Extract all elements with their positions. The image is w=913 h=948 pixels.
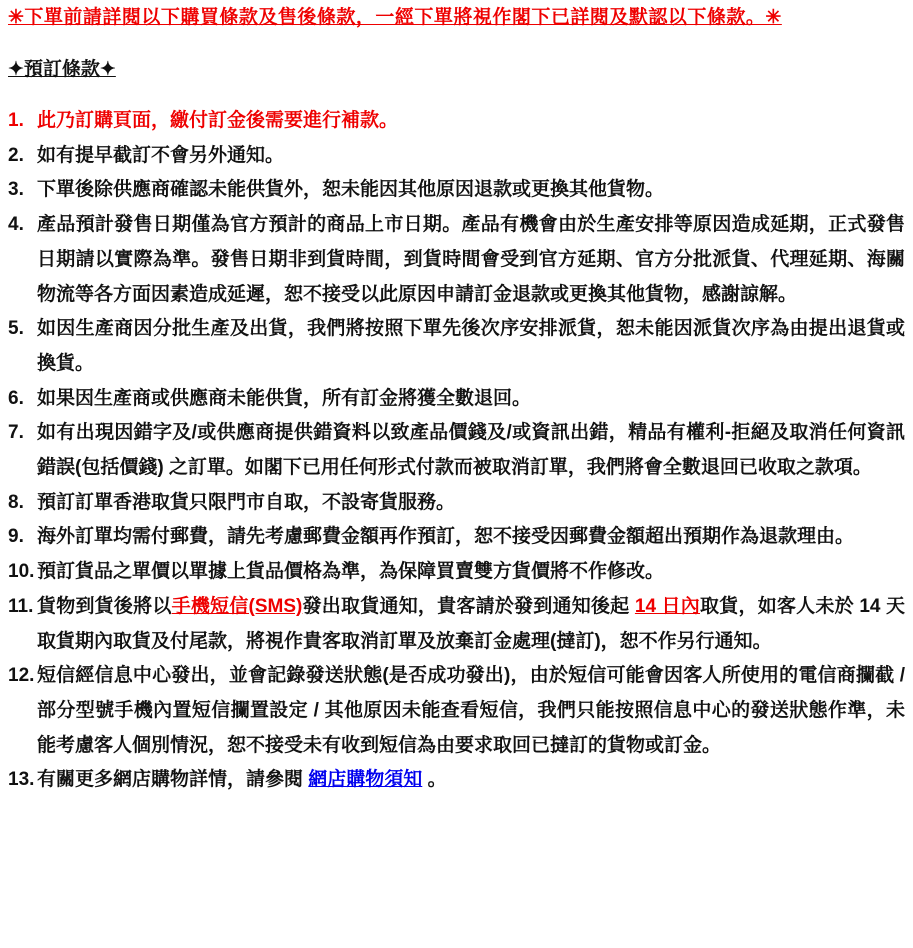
term-segment: 貨物到貨後將以: [37, 595, 172, 617]
term-item: [8, 382, 905, 417]
term-text: [37, 139, 905, 174]
term-number: 8.: [8, 491, 24, 513]
term-text: [37, 208, 905, 312]
term-text: [37, 520, 905, 555]
term-segment: 預訂訂單香港取貨只限門市自取，不設寄貨服務。: [37, 491, 456, 513]
term-item: [8, 763, 905, 798]
term-text: [37, 104, 905, 139]
term-item: [8, 312, 905, 381]
term-item: [8, 208, 905, 312]
term-item: [8, 139, 905, 174]
section-title-preorder-terms: ✦預訂條款✦: [8, 59, 116, 80]
term-segment: 手機短信(SMS): [171, 595, 303, 617]
term-segment: 有關更多網店購物詳情，請參閱: [37, 769, 309, 791]
term-item: [8, 590, 905, 659]
term-segment: 如有出現因錯字及/或供應商提供錯資料以致產品價錢及/或資訊出錯，精品有權利-拒絕及取消任何資訊錯誤(包括價錢) 之訂單。如閣下已用任何形式付款而被取消訂單，我們將會全數退回已收取之款項。: [37, 422, 905, 479]
term-segment: 如因生產商因分批生產及出貨，我們將按照下單先後次序安排派貨，恕未能因派貨次序為由提出退貨或換貨。: [37, 318, 905, 374]
pre-order-warning-banner: ✳下單前請詳閱以下購買條款及售後條款，一經下單將視作閣下已詳閱及默認以下條款。✳: [8, 7, 782, 28]
term-segment: 發出取貨通知，貴客請於發到通知後起: [302, 595, 635, 617]
term-number: 7.: [8, 422, 24, 444]
term-segment: 此乃訂購頁面，繳付訂金後需要進行補款。: [37, 110, 399, 131]
terms-list: [8, 104, 905, 798]
term-item: [8, 555, 905, 590]
term-number: 9.: [8, 526, 24, 548]
term-text: [37, 173, 905, 208]
term-number: 5.: [8, 318, 24, 340]
term-segment: 取貨，如客人未於 14 天取貨期內取貨及付尾款，將視作貴客取消訂單及放棄訂金處理(撻訂)，恕不作另行通知。: [37, 595, 905, 652]
term-segment: 如果因生產商或供應商未能供貨，所有訂金將獲全數退回。: [37, 387, 532, 409]
term-segment: 短信經信息中心發出，並會記錄發送狀態(是否成功發出)，由於短信可能會因客人所使用的電信商攔截 / 部分型號手機內置短信攔置設定 / 其他原因未能查看短信，我們只能按照信息中心的發送狀態作準，未能考慮客人個別情況，恕不接受未有收到短信為由要求取回已撻訂的貨物或訂金。: [37, 665, 905, 756]
term-number: 11.: [8, 595, 34, 617]
term-segment: 14 日內: [634, 595, 701, 617]
term-number: 10.: [8, 561, 35, 583]
term-segment: 海外訂單均需付郵費，請先考慮郵費金額再作預訂，恕不接受因郵費金額超出預期作為退款理由。: [37, 526, 855, 548]
store-shopping-guide-link[interactable]: 網店購物須知: [308, 769, 423, 791]
term-text: [37, 416, 905, 485]
term-item: [8, 104, 905, 139]
term-text: [37, 486, 905, 521]
term-item: [8, 416, 905, 485]
term-number: 12.: [8, 665, 35, 687]
term-segment: 產品預計發售日期僅為官方預計的商品上市日期。產品有機會由於生產安排等原因造成延期，正式發售日期請以實際為準。發售日期非到貨時間，到貨時間會受到官方延期、官方分批派貨、代理延期、海關物流等各方面因素造成延遲，恕不接受以此原因申請訂金退款或更換其他貨物，感謝諒解。: [37, 214, 905, 305]
term-text: [37, 555, 905, 590]
term-segment: 。: [422, 769, 447, 791]
term-item: [8, 520, 905, 555]
term-segment: 預訂貨品之單價以單據上貨品價格為準，為保障買賣雙方貨價將不作修改。: [37, 561, 665, 583]
term-number: 2.: [8, 144, 24, 166]
term-segment: 下單後除供應商確認未能供貨外，恕未能因其他原因退款或更換其他貨物。: [37, 179, 665, 201]
term-text: [37, 382, 905, 417]
term-text: [37, 312, 905, 381]
term-number: 4.: [8, 214, 24, 236]
term-item: [8, 173, 905, 208]
term-text: [37, 590, 905, 659]
term-text: [37, 659, 905, 763]
term-number: 13.: [8, 769, 35, 791]
term-number: 3.: [8, 179, 24, 201]
term-segment: 如有提早截訂不會另外通知。: [37, 144, 285, 166]
term-item: [8, 486, 905, 521]
term-number: 6.: [8, 387, 24, 409]
term-number: 1.: [8, 110, 24, 131]
term-item: [8, 659, 905, 763]
term-text: [37, 763, 905, 798]
